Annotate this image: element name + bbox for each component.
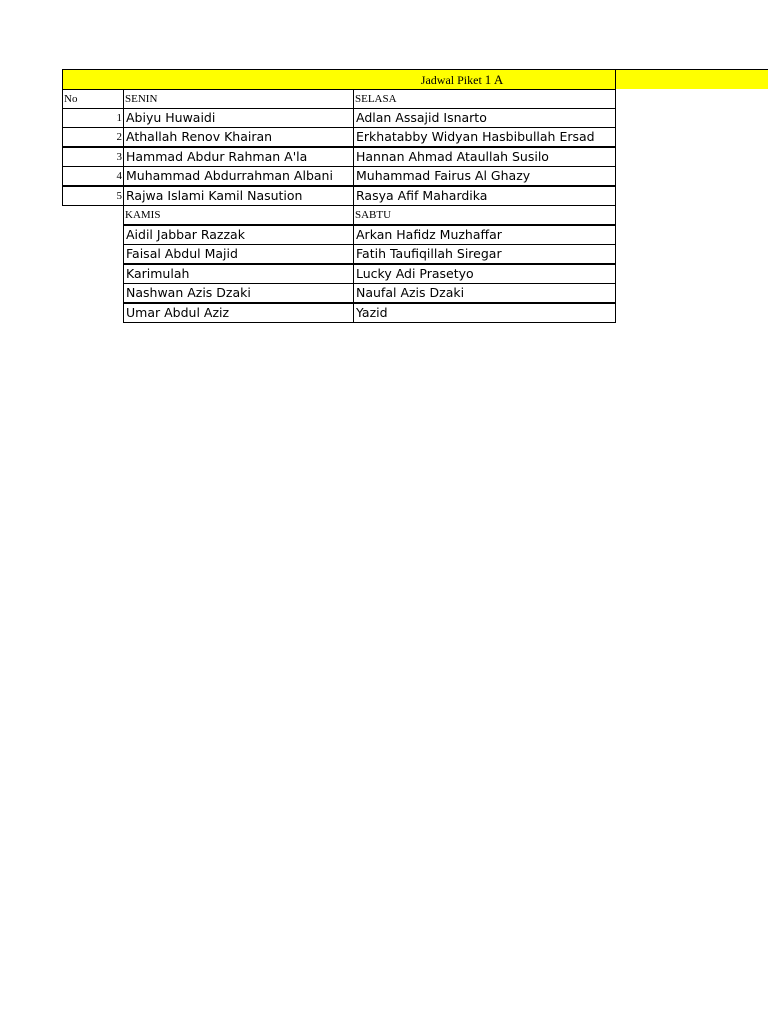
senin-name: Athallah Renov Khairan [123,127,354,147]
header-no: No [62,89,124,109]
senin-name: Rajwa Islami Kamil Nasution [123,186,354,206]
selasa-name: Erkhatabby Widyan Hasbibullah Ersad [353,127,616,147]
sheet-title-class: 1 A [484,72,504,87]
senin-name: Abiyu Huwaidi [123,108,354,128]
header-senin: SENIN [123,89,354,109]
selasa-name: Adlan Assajid Isnarto [353,108,616,128]
kamis-name: Aidil Jabbar Razzak [123,225,354,245]
kamis-name: Faisal Abdul Majid [123,244,354,264]
sabtu-name: Arkan Hafidz Muzhaffar [353,225,616,245]
selasa-name: Muhammad Fairus Al Ghazy [353,166,616,186]
sabtu-name: Lucky Adi Prasetyo [353,264,616,284]
sheet-title [62,70,768,90]
header-kamis: KAMIS [123,205,354,225]
row-number: 1 [62,108,124,128]
row-number: 2 [62,127,124,147]
selasa-name: Rasya Afif Mahardika [353,186,616,206]
row-number: 3 [62,147,124,167]
sabtu-name: Naufal Azis Dzaki [353,283,616,303]
senin-name: Hammad Abdur Rahman A'la [123,147,354,167]
row-number: 4 [62,166,124,186]
kamis-name: Karimulah [123,264,354,284]
senin-name: Muhammad Abdurrahman Albani [123,166,354,186]
row-number: 5 [62,186,124,206]
header-sabtu: SABTU [353,205,616,225]
sabtu-name: Yazid [353,303,616,323]
kamis-name: Nashwan Azis Dzaki [123,283,354,303]
header-selasa: SELASA [353,89,616,109]
sheet-title-text: Jadwal Piket [420,73,482,87]
sabtu-name: Fatih Taufiqillah Siregar [353,244,616,264]
kamis-name: Umar Abdul Aziz [123,303,354,323]
selasa-name: Hannan Ahmad Ataullah Susilo [353,147,616,167]
